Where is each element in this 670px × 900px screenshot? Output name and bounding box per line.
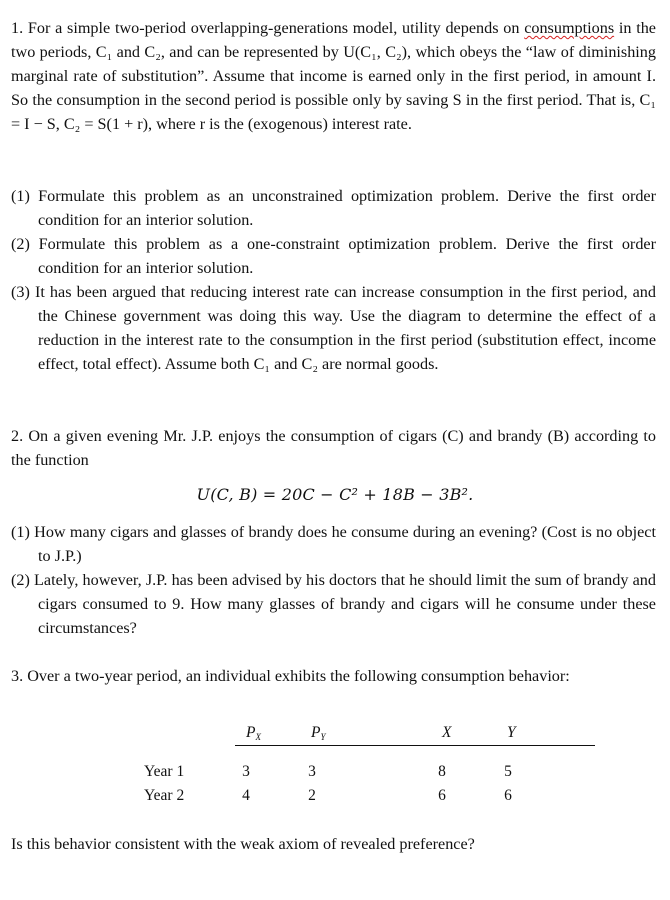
q1-part1: (1) Formulate this problem as an unconstrained optimization problem. Derive the first order condition for an interior solution. (11, 187, 656, 229)
cell-year2-x: 6 (438, 787, 446, 804)
row-label-year2: Year 2 (144, 787, 185, 804)
spellcheck-underlined-word: consumptions (524, 19, 615, 37)
cell-year2-py: 2 (308, 787, 316, 804)
table-header-rule (235, 745, 595, 746)
q2-part1: (1) How many cigars and glasses of brandy does he consume during an evening? (Cost is no object to J.P.) (11, 523, 656, 565)
q3-question: Is this behavior consistent with the weak axiom of revealed preference? (11, 835, 475, 853)
cell-year1-x: 8 (438, 763, 446, 780)
q2-part2: (2) Lately, however, J.P. has been advised by his doctors that he should limit the sum of brandy and cigars consumed to 9. How many glasses of brandy and cigars will he consume under these circumstances? (11, 571, 656, 637)
q2-intro: 2. On a given evening Mr. J.P. enjoys the consumption of cigars (C) and brandy (B) according to the function (11, 427, 656, 469)
cell-year1-px: 3 (242, 763, 250, 780)
row-label-year1: Year 1 (144, 763, 185, 780)
header-py: $P_Y$ (311, 724, 326, 742)
header-x: X (442, 724, 452, 741)
q1-intro-text-a: 1. For a simple two-period overlapping-generations model, utility depends on (11, 19, 525, 37)
q1-part2: (2) Formulate this problem as a one-constraint optimization problem. Derive the first order condition for an interior solution. (11, 235, 656, 277)
q1-intro (11, 16, 656, 136)
utility-equation: U(C, B) = 20C − C² + 18B − 3B². (196, 485, 474, 504)
header-y: Y (507, 724, 516, 741)
cell-year2-y: 6 (504, 787, 512, 804)
q1-intro-text-b: in the two periods, C₁ and C₂, and can be represented by U(C₁, C₂), which obeys the “law of diminishing marginal rate of substitution”. Assume that income is earned only in the first period, in amount I. So the consumption in the second period is possible only by saving S in the first period. That is, C₁ = I − S, C₂ = S(1 + r), where r is the (exogenous) interest rate. (11, 19, 656, 133)
q3-intro: 3. Over a two-year period, an individual exhibits the following consumption behavior: (11, 667, 570, 685)
cell-year1-py: 3 (308, 763, 316, 780)
cell-year2-px: 4 (242, 787, 250, 804)
header-px: $P_X$ (246, 724, 261, 742)
q1-part3: (3) It has been argued that reducing interest rate can increase consumption in the first period, and the Chinese government was doing this way. Use the diagram to determine the effect of a reduction in the interest rate to the consumption in the first period (substitution effect, income effect, total effect). Assume both C₁ and C₂ are normal goods. (11, 283, 656, 373)
cell-year1-y: 5 (504, 763, 512, 780)
